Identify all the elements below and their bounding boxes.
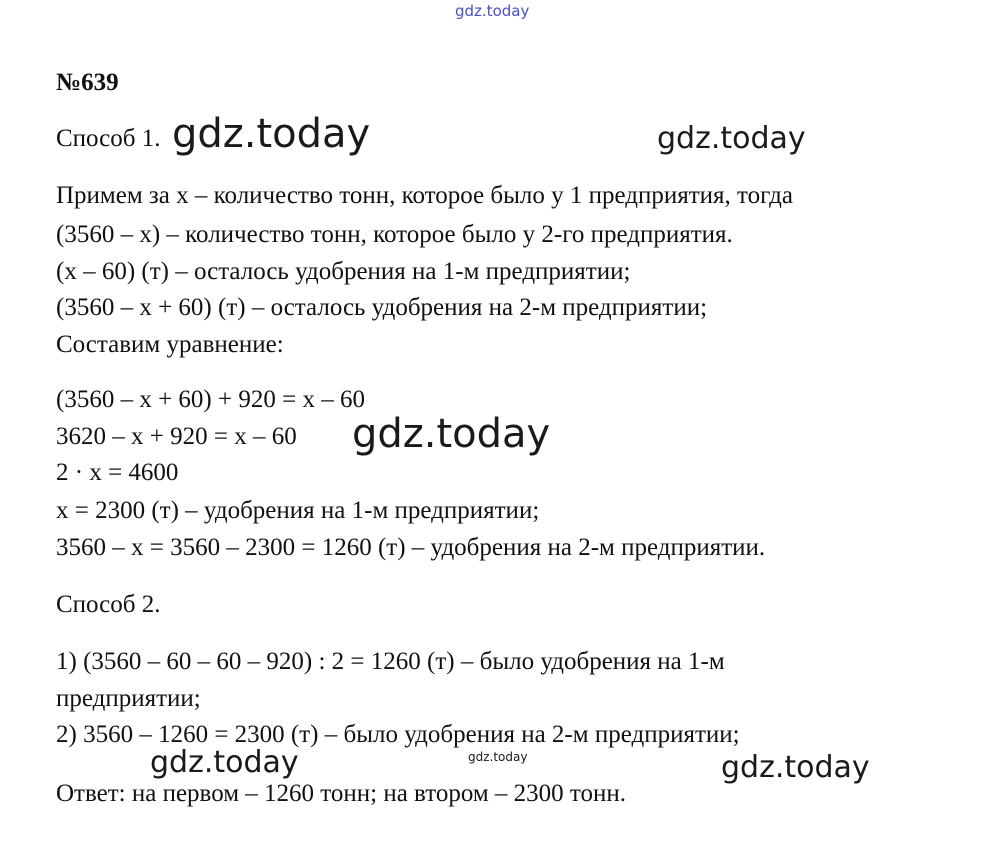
method2-heading: Способ 2. <box>56 591 161 618</box>
watermark-top: gdz.today <box>455 2 530 20</box>
equation-line: (3560 – x + 60) + 920 = x – 60 <box>56 386 365 413</box>
answer-line: Ответ: на первом – 1260 тонн; на втором – 2300 тонн. <box>56 780 627 807</box>
watermark-3: gdz.today <box>352 411 551 457</box>
method2-line: 2) 3560 – 1260 = 2300 (т) – было удобрения на 2-м предприятии; <box>56 721 740 748</box>
watermark-1: gdz.today <box>172 111 371 157</box>
watermark-4: gdz.today <box>150 745 299 780</box>
method1-line: Примем за x – количество тонн, которое было у 1 предприятия, тогда <box>56 182 793 209</box>
method1-line: Составим уравнение: <box>56 331 284 358</box>
equation-line: x = 2300 (т) – удобрения на 1-м предприятии; <box>56 497 540 524</box>
equation-line: 2 · x = 4600 <box>56 459 179 486</box>
watermark-2: gdz.today <box>657 121 806 156</box>
method2-line: предприятии; <box>56 685 201 712</box>
watermark-5: gdz.today <box>468 750 528 764</box>
method1-line: (3560 – x + 60) (т) – осталось удобрения на 2-м предприятии; <box>56 294 708 321</box>
task-number: №639 <box>56 69 119 96</box>
method1-line: (x – 60) (т) – осталось удобрения на 1-м предприятии; <box>56 258 631 285</box>
equation-line: 3560 – x = 3560 – 2300 = 1260 (т) – удобрения на 2-м предприятии. <box>56 534 766 561</box>
method1-heading: Способ 1. <box>56 125 161 152</box>
method1-line: (3560 – x) – количество тонн, которое было у 2-го предприятия. <box>56 221 733 248</box>
watermark-6: gdz.today <box>721 750 870 785</box>
equation-line: 3620 – x + 920 = x – 60 <box>56 423 297 450</box>
method2-line: 1) (3560 – 60 – 60 – 920) : 2 = 1260 (т) – было удобрения на 1-м <box>56 648 725 675</box>
